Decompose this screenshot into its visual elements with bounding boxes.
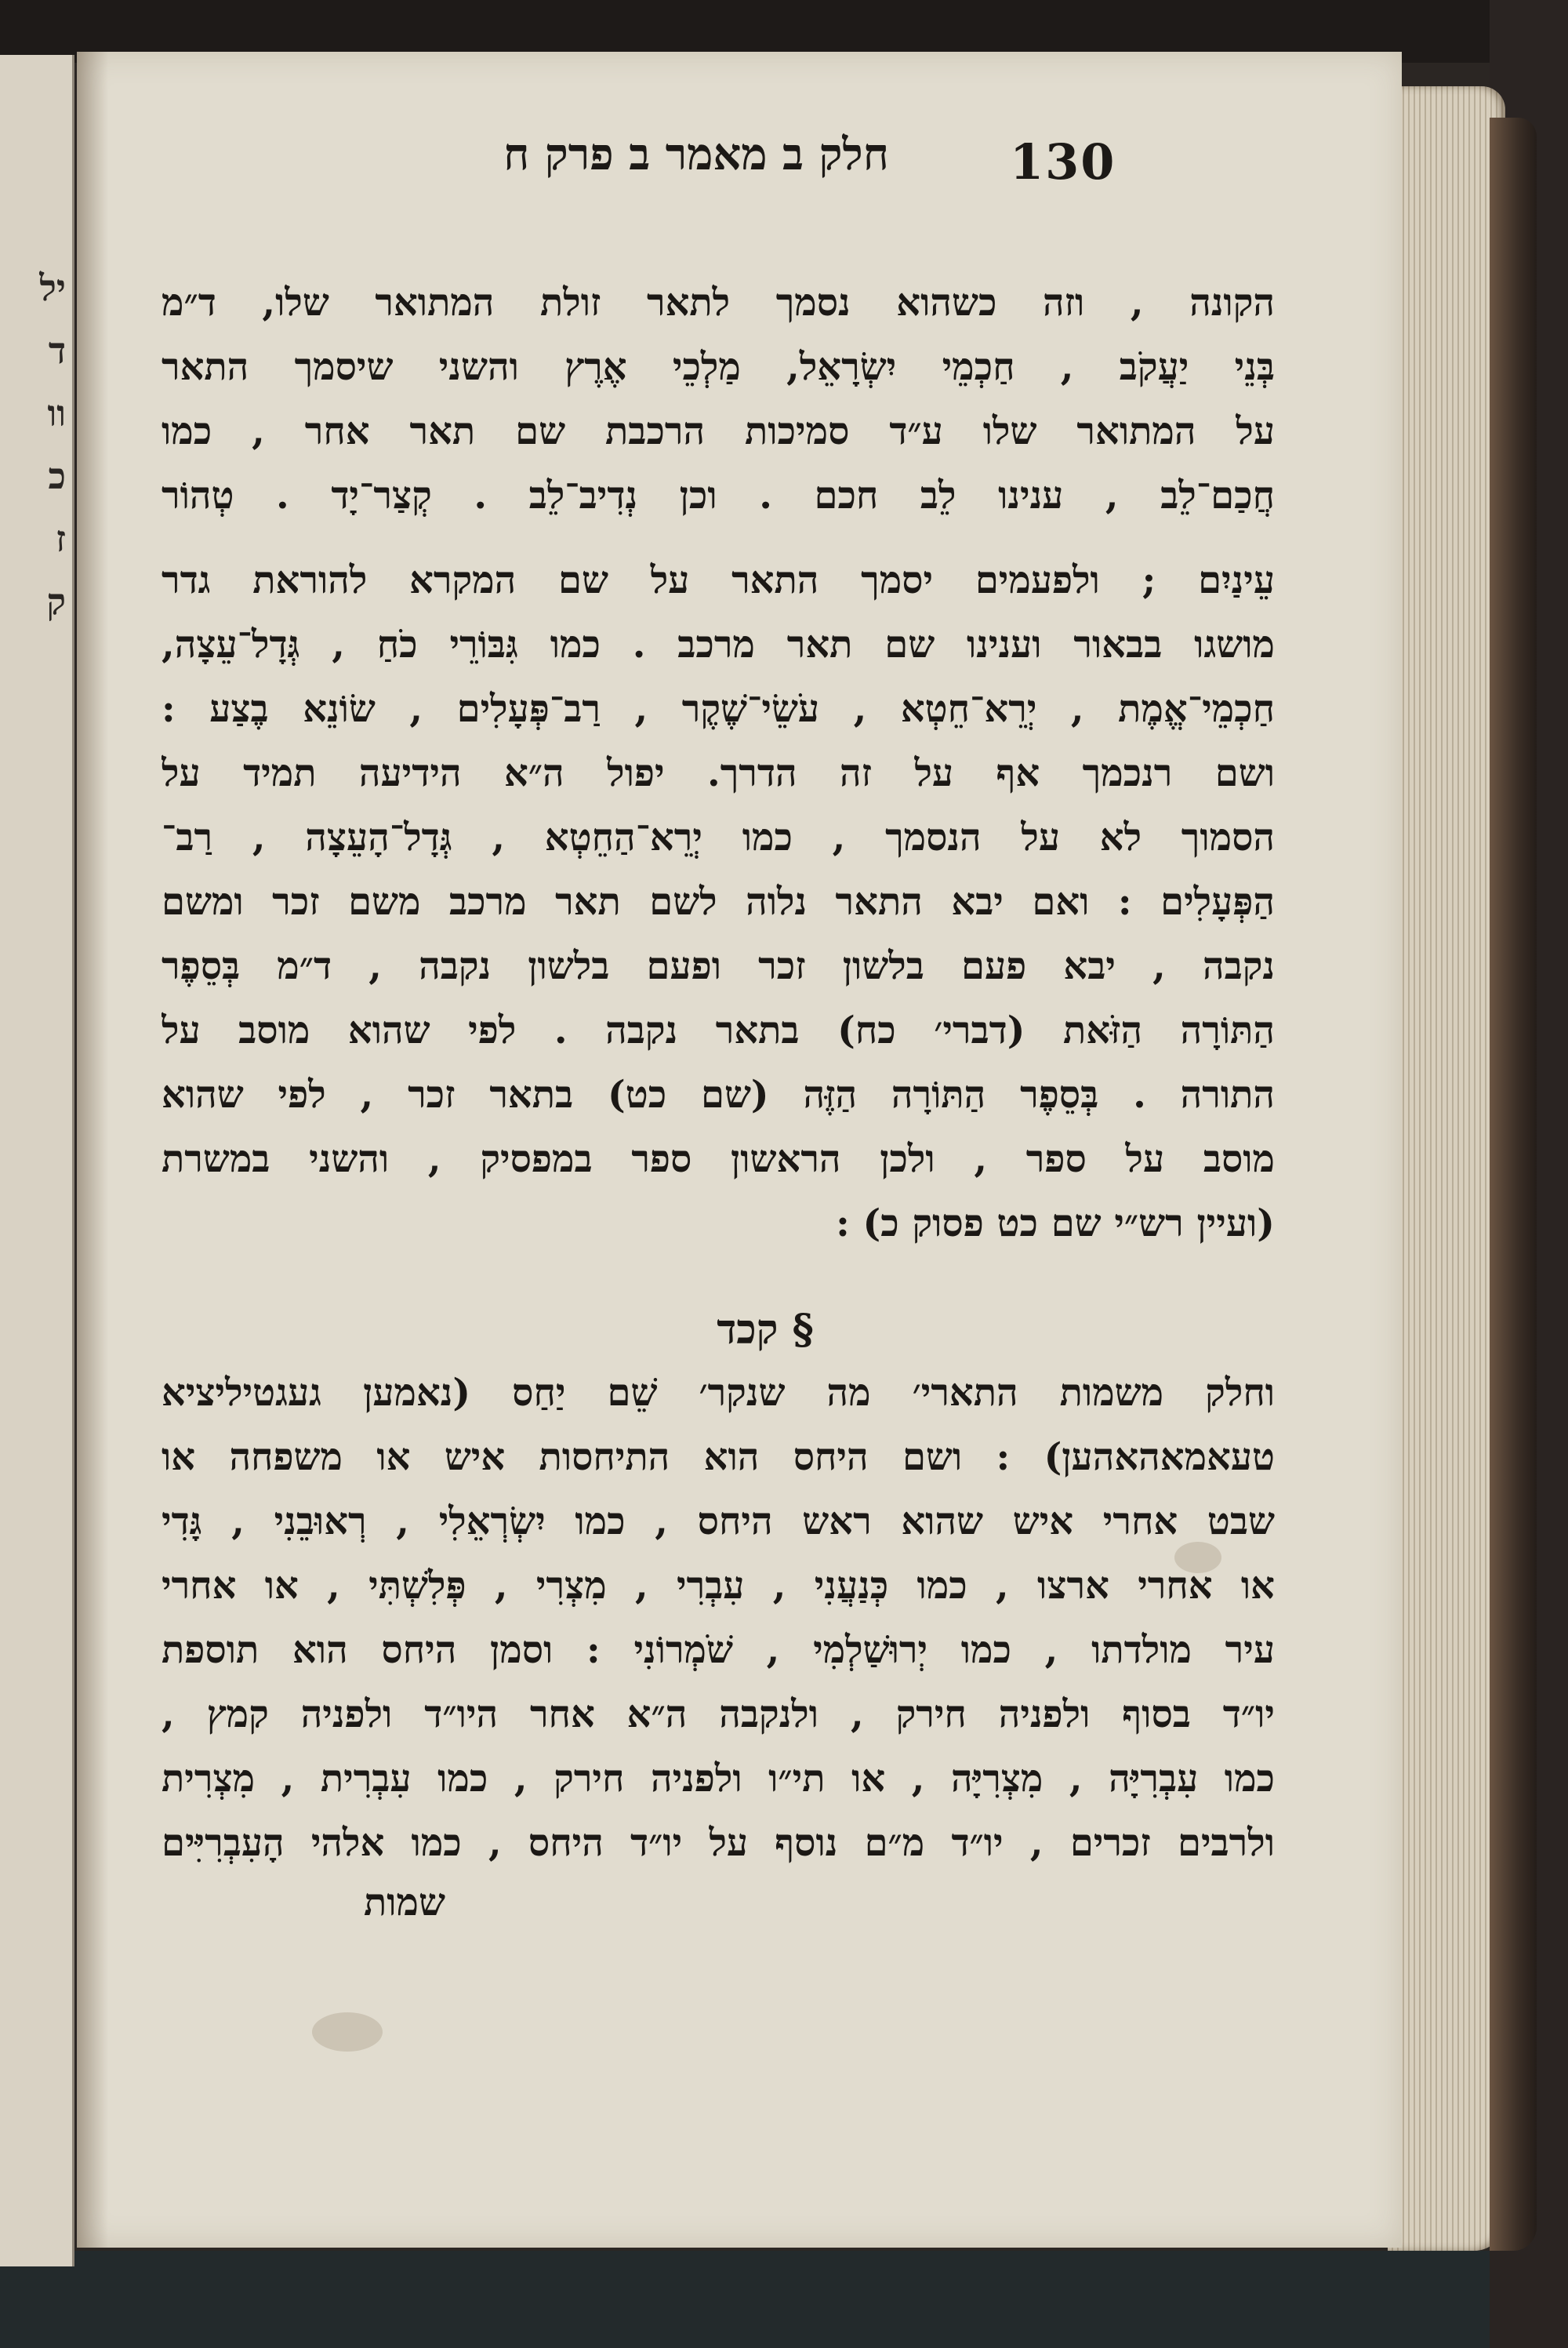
running-head: חלק ב מאמר ב פרק ח [503, 129, 889, 180]
text-line: ולרבים זכרים , יו״ד מ״ם נוסף על יו״ד היחס , כמו אלהי הָעִבְרִיִּים [162, 1821, 1275, 1865]
text-line: טעאמאהאהען) : ושם היחס הוא התיחסות איש או משפחה או [162, 1435, 1275, 1479]
page-edges [1388, 86, 1505, 2251]
left-page-fragment: ז [56, 518, 66, 560]
text-line: יו״ד בסוף ולפניה חירק , ולנקבה ה״א אחר היו״ד ולפניה קמץ , [162, 1692, 1275, 1736]
text-line: עיר מולדתו , כמו יְרוּשַׁלְמִי , שֹׁמְרוֹנִי : וסמן היחס הוא תוספת [162, 1628, 1275, 1672]
backdrop-bottom [0, 2251, 1568, 2348]
text-line: התורה . בְּסֵפֶר הַתּוֹרָה הַזֶּה (שם כט) בתאר זכר , לפי שהוא [162, 1073, 1275, 1117]
text-line: הַפְּעָלִים : ואם יבא התאר נלוה לשם תאר מרכב משם זכר ומשם [162, 880, 1275, 924]
text-line: (ועיין רש״י שם כט פסוק כ) : [836, 1201, 1275, 1245]
text-line: שבט אחרי איש שהוא ראש היחס , כמו יִשְׂרְאֵלִי , רְאוּבֵנִי , גָּדִי [162, 1499, 1275, 1543]
paper-stain [312, 2012, 383, 2052]
book-binding [1490, 118, 1537, 2251]
book-page [77, 52, 1402, 2248]
text-line: הַתּוֹרָה הַזֹּאת (דברי׳ כח) בתאר נקבה . לפי שהוא מוסב על [162, 1009, 1275, 1052]
left-page-fragment: וו [47, 392, 66, 434]
text-line: הקונה , וזה כשהוא נסמך לתאר זולת המתואר שלו, ד״מ [162, 281, 1275, 325]
left-page-fragment: כ [48, 455, 66, 497]
text-line: מוסב על ספר , ולכן הראשון ספר במפסיק , והשני במשרת [162, 1137, 1275, 1181]
text-line: הסמוך לא על הנסמך , כמו יְרֵא־הַחֵטְא , גְּדָל־הָעֵצָה , רַב־ [162, 816, 1275, 860]
catchword: שמות [364, 1881, 445, 1925]
left-page-edge [0, 55, 74, 2266]
left-page-fragment: ק [46, 580, 66, 623]
left-page-fragment: ד [48, 329, 66, 372]
text-line: חַכְמֵי־אֱמֶת , יְרֵא־חֵטְא , עֹשֵׂי־שֶׁקֶר , רַב־פְּעָלִים , שׂוֹנֵא בֶצַע : [162, 687, 1275, 731]
text-line: חֲכַם־לֵב , ענינו לֵב חכם . וכן נְדִיב־לֵב . קְצַר־יָד . טְהוֹר [162, 474, 1275, 518]
text-line: או אחרי ארצו , כמו כְּנַעֲנִי , עִבְרִי , מִצְרִי , פְּלִשְׁתִּי , או אחרי [162, 1564, 1275, 1608]
text-line: וחלק משמות התארי׳ מה שנקר׳ שֵׁם יַחַס (נאמען געגטיליציא [162, 1371, 1275, 1415]
text-line: ושם רנכמך אף על זה הדרך. יפול ה״א הידיעה תמיד על [162, 751, 1275, 795]
section-heading: § קכד [717, 1306, 814, 1354]
text-line: נקבה , יבא פעם בלשון זכר ופעם בלשון נקבה , ד״מ בְּסֵפֶר [162, 944, 1275, 988]
text-line: על המתואר שלו ע״ד סמיכות הרכבת שם תאר אחר , כמו [162, 409, 1275, 453]
text-line: מושגו בבאור וענינו שם תאר מרכב . כמו גִּבּוֹרֵי כֹחַ , גְּדָל־עֵצָה, [162, 623, 1275, 667]
left-page-fragment: יל [39, 267, 66, 309]
gutter-shadow [77, 52, 108, 2248]
text-line: כמו עִבְרִיָּה , מִצְרִיָּה , או תי״ו ולפניה חירק , כמו עִבְרִית , מִצְרִית [162, 1757, 1275, 1801]
text-line: עֵינַיִם ; ולפעמים יסמך התאר על שם המקרא להוראת גדר [162, 558, 1275, 602]
page-number: 130 [1010, 133, 1116, 191]
text-line: בְּנֵי יַעֲקֹב , חַכְמֵי יִשְׂרָאֵל, מַלְכֵי אֶרֶץ והשני שיסמך התאר [162, 345, 1275, 389]
